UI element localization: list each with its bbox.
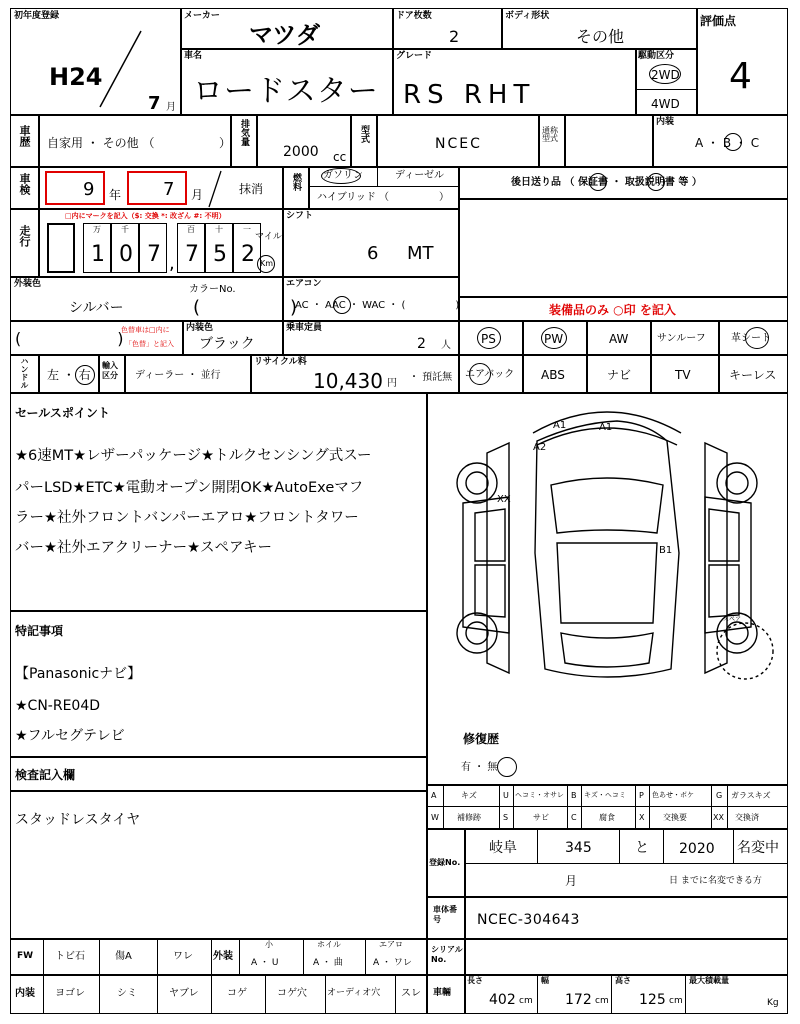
doors-cell bbox=[392, 8, 503, 50]
int-0: ヨゴレ bbox=[55, 988, 85, 999]
wid-label: 幅 bbox=[541, 976, 549, 985]
insp-year-unit: 年 bbox=[109, 188, 122, 202]
reg-label: 初年度登録 bbox=[14, 11, 60, 21]
handle-value: 左 ・ 右 bbox=[47, 368, 91, 382]
recycle-unit: 円 bbox=[387, 378, 397, 389]
mileage-cell bbox=[38, 208, 284, 278]
history-label-cell bbox=[10, 114, 40, 168]
disp-value: 2000 bbox=[283, 144, 319, 160]
sales-line-0: ★6速MT★レザーパッケージ★トルクセンシング式スー bbox=[15, 448, 372, 464]
legend-v8 bbox=[711, 785, 712, 829]
legend bbox=[426, 784, 788, 830]
equip-pw bbox=[522, 320, 588, 356]
mileage-box-5 bbox=[205, 223, 233, 273]
change-note-2: 「色替」と記入 bbox=[125, 340, 174, 348]
insp-month-unit: 月 bbox=[191, 188, 204, 202]
drive-4wd: 4WD bbox=[651, 97, 680, 111]
mileage-box-0 bbox=[47, 223, 75, 273]
equip-tv bbox=[650, 354, 720, 394]
size-v1 bbox=[537, 975, 538, 1013]
wid-unit: cm bbox=[595, 996, 609, 1006]
type-cell bbox=[376, 114, 540, 168]
fuel-cell bbox=[308, 166, 460, 210]
disp-label: 排気量 bbox=[239, 119, 249, 146]
fw-v2 bbox=[99, 939, 100, 975]
notes-line-2: ★フルセグテレビ bbox=[15, 728, 125, 744]
mileage-digit-4: 5 bbox=[213, 242, 227, 267]
interior-value: A ・ B ・ C bbox=[695, 136, 760, 150]
reg-no-v1 bbox=[537, 829, 538, 863]
legend-0: A bbox=[431, 791, 437, 800]
equip-navi-label: ナビ bbox=[607, 368, 632, 382]
type-label: 型式 bbox=[359, 125, 369, 143]
doors-value: 2 bbox=[449, 27, 460, 46]
repair-label: 修復歴 bbox=[463, 732, 500, 746]
fuel-hybrid: ハイブリッド bbox=[317, 192, 376, 203]
int-1: シミ bbox=[117, 988, 137, 999]
sales-line-2: ラー★社外フロントバンパーエアロ★フロントタワー bbox=[15, 510, 359, 526]
fw-row bbox=[10, 938, 428, 976]
color-code-paren: ( ) bbox=[193, 297, 298, 318]
hgt-label: 高さ bbox=[615, 976, 631, 985]
shift-label: シフト bbox=[286, 211, 314, 221]
maker-label: メーカー bbox=[184, 11, 220, 21]
equip-sunroof-label: サンルーフ bbox=[657, 333, 706, 344]
int-6: スレ bbox=[401, 988, 421, 999]
reg-region: 岐阜 bbox=[489, 840, 517, 856]
len-label: 長さ bbox=[467, 976, 483, 985]
int-v5 bbox=[265, 975, 266, 1013]
body-value: その他 bbox=[576, 27, 625, 46]
car-diagram bbox=[427, 393, 787, 693]
vin-value: NCEC-304643 bbox=[477, 912, 580, 928]
recycle-cell bbox=[250, 354, 460, 394]
equip-aw-label: AW bbox=[609, 332, 629, 346]
size-cell bbox=[464, 974, 788, 1014]
repair-none-circle bbox=[497, 757, 517, 777]
drive-divider bbox=[636, 89, 698, 90]
mileage-digit-5: 2 bbox=[241, 242, 255, 267]
reg-slash bbox=[96, 29, 146, 109]
insp-slash bbox=[205, 169, 225, 209]
diagram-cell bbox=[426, 392, 788, 786]
legend-13: サビ bbox=[533, 813, 549, 822]
legend-18: XX bbox=[713, 813, 724, 822]
aircon-label: エアコン bbox=[286, 279, 322, 289]
legend-17: 交換要 bbox=[663, 813, 687, 822]
int-v2 bbox=[99, 975, 100, 1013]
capacity-label: 乗車定員 bbox=[286, 323, 323, 333]
serial-cell bbox=[464, 938, 788, 976]
legend-hline bbox=[427, 806, 787, 807]
int-label: 内装 bbox=[15, 988, 35, 999]
equip-header: 装備品のみ ○印 を記入 bbox=[549, 303, 676, 317]
ext-label: 外装 bbox=[213, 951, 233, 962]
int-color-label: 内装色 bbox=[186, 323, 214, 333]
legend-19: 交換済 bbox=[735, 813, 759, 822]
legend-v2 bbox=[499, 785, 500, 829]
recycle-label: リサイクル料 bbox=[254, 357, 307, 367]
disp-label-cell bbox=[230, 114, 258, 168]
fuel-gas: ガソリン bbox=[323, 170, 363, 181]
equip-sunroof bbox=[650, 320, 720, 356]
legend-v1 bbox=[443, 785, 444, 829]
doors-label: ドア枚数 bbox=[396, 11, 432, 21]
history-text: 自家用 ・ その他 （ bbox=[47, 136, 155, 150]
sales-line-3: バー★社外エアクリーナー★スペアキー bbox=[15, 540, 272, 556]
grade-value: RS RHT bbox=[403, 80, 536, 110]
mileage-unit-5: 一 bbox=[243, 225, 251, 234]
equip-pw-label: PW bbox=[544, 332, 564, 346]
notes-line-1: ★CN-RE04D bbox=[15, 698, 101, 714]
reg-number: 2020 bbox=[679, 841, 715, 857]
equip-leather bbox=[718, 320, 788, 356]
legend-9: ガラスキズ bbox=[731, 791, 771, 800]
handle-label-cell bbox=[10, 354, 40, 394]
mark-a1-2: A1 bbox=[599, 422, 613, 433]
repair-value: 有 ・ 無 bbox=[461, 762, 498, 773]
reg-no-v2 bbox=[619, 829, 620, 863]
legend-v9 bbox=[727, 785, 728, 829]
legend-6: P bbox=[639, 791, 644, 800]
notes-label: 特記事項 bbox=[15, 624, 64, 638]
history-cell bbox=[38, 114, 232, 168]
legend-1: キズ bbox=[461, 791, 477, 800]
mileage-digit-1: 0 bbox=[119, 242, 133, 267]
legend-v5 bbox=[581, 785, 582, 829]
insp-label: 車検 bbox=[18, 173, 31, 195]
int-v1 bbox=[43, 975, 44, 1013]
mileage-unit-3: 百 bbox=[187, 225, 195, 234]
fw-2: ワレ bbox=[173, 951, 193, 962]
mileage-unit-2: 千 bbox=[121, 225, 129, 234]
model-cell bbox=[180, 48, 394, 116]
reg-cell bbox=[10, 8, 182, 116]
import-cell bbox=[124, 354, 252, 394]
mileage-unit-mile: マイル bbox=[255, 232, 282, 242]
int-5: オーディオ穴 bbox=[327, 988, 381, 998]
shift-num: 6 bbox=[367, 243, 379, 264]
reg-no-hline bbox=[465, 863, 787, 864]
equip-tv-label: TV bbox=[675, 368, 691, 382]
documents-text: 後日送り品 （ 保証書 ・ 取扱説明書 等 ） bbox=[511, 177, 702, 188]
small-value: A ・ U bbox=[251, 958, 279, 968]
documents-body-cell bbox=[458, 198, 788, 298]
serial-label: シリアルNo. bbox=[431, 945, 463, 965]
fw-1: 傷A bbox=[115, 951, 132, 962]
notes-line-0: 【Panasonicナビ】 bbox=[15, 666, 142, 682]
vin-label-cell bbox=[426, 896, 466, 940]
mark-b1: B1 bbox=[659, 545, 673, 556]
len-unit: cm bbox=[519, 996, 533, 1006]
mileage-unit-4: 十 bbox=[215, 225, 223, 234]
fw-v3 bbox=[157, 939, 158, 975]
reg-class: 345 bbox=[565, 840, 592, 856]
equip-header-cell bbox=[458, 296, 788, 322]
legend-10: W bbox=[431, 813, 439, 822]
reg-month: 7 bbox=[148, 93, 161, 114]
drive-cell bbox=[635, 48, 698, 116]
fuel-divider-v bbox=[377, 167, 378, 186]
capacity-value: 2 bbox=[417, 336, 426, 352]
aero-label: エアロ bbox=[379, 940, 403, 949]
equip-abs bbox=[522, 354, 588, 394]
reg-kana: と bbox=[635, 840, 649, 856]
body-label: ボディ形状 bbox=[505, 11, 550, 21]
shift-type: MT bbox=[407, 243, 434, 264]
sales-cell bbox=[10, 392, 428, 612]
fuel-diesel: ディーゼル bbox=[395, 170, 444, 181]
legend-5: キズ・ヘコミ bbox=[584, 791, 626, 799]
wid-value: 172 bbox=[565, 992, 592, 1008]
score-label: 評価点 bbox=[700, 14, 737, 28]
import-value: ディーラー ・ 並行 bbox=[135, 370, 221, 381]
mark-xx: XX bbox=[497, 494, 511, 505]
history-close: ） bbox=[219, 136, 232, 150]
small-label: 小 bbox=[265, 940, 273, 949]
type-value: NCEC bbox=[435, 136, 482, 152]
capacity-cell bbox=[282, 320, 460, 356]
equip-airbag-label: エアバック bbox=[465, 369, 515, 380]
mileage-box-4 bbox=[177, 223, 205, 273]
recycle-deposit: ・ 預託無 bbox=[409, 372, 453, 383]
fw-v5 bbox=[239, 939, 240, 975]
legend-4: B bbox=[571, 791, 577, 800]
reg-no-v4 bbox=[733, 829, 734, 863]
fuel-label: 燃料 bbox=[291, 173, 301, 191]
common-type-label-cell bbox=[538, 114, 566, 168]
color-value: シルバー bbox=[69, 300, 124, 316]
mileage-box-2 bbox=[111, 223, 139, 273]
mileage-unit-km: Km bbox=[260, 259, 274, 268]
serial-label-cell bbox=[426, 938, 466, 976]
size-label-cell bbox=[426, 974, 466, 1014]
insp-month: 7 bbox=[163, 179, 175, 200]
mark-a1-1: A1 bbox=[553, 420, 567, 431]
mileage-note: □内にマークを記入（$: 交換 *: 改ざん #: 不明） bbox=[65, 212, 226, 220]
legend-7: 色あせ・ボケ bbox=[652, 791, 694, 799]
wheel-value: A ・ 曲 bbox=[313, 958, 343, 968]
len-value: 402 bbox=[489, 992, 516, 1008]
disp-unit: cc bbox=[333, 150, 347, 164]
aircon-cell bbox=[282, 276, 460, 322]
insp-cell bbox=[38, 166, 284, 210]
equip-keyless-label: キーレス bbox=[729, 368, 777, 382]
interior-cell bbox=[652, 114, 788, 168]
change-note-1: 色替車は□内に bbox=[121, 326, 170, 334]
fw-v4 bbox=[211, 939, 212, 975]
shift-cell bbox=[282, 208, 460, 278]
capacity-unit: 人 bbox=[441, 340, 451, 351]
mileage-label: 走行 bbox=[18, 225, 31, 247]
grade-label: グレード bbox=[396, 51, 433, 61]
insp-label-cell bbox=[10, 166, 40, 210]
handle-label: ハンドル bbox=[20, 357, 29, 389]
equip-abs-label: ABS bbox=[541, 368, 565, 382]
fuel-label-cell bbox=[282, 166, 310, 210]
type-label-cell bbox=[350, 114, 378, 168]
insp-year: 9 bbox=[83, 179, 95, 200]
handle-cell bbox=[38, 354, 100, 394]
maker-value: マツダ bbox=[249, 21, 321, 49]
mileage-box-3 bbox=[139, 223, 167, 273]
recycle-value: 10,430 bbox=[313, 369, 383, 393]
mileage-digits bbox=[47, 223, 255, 274]
fw-v6 bbox=[303, 939, 304, 975]
color-cell bbox=[10, 276, 298, 322]
score-cell bbox=[696, 8, 788, 116]
size-v3 bbox=[685, 975, 686, 1013]
reg-transfer: 名変中 bbox=[737, 840, 779, 856]
mileage-comma: , bbox=[169, 253, 175, 274]
int-2: ヤブレ bbox=[169, 988, 199, 999]
equip-ps-label: PS bbox=[481, 332, 496, 346]
inspector-text: スタッドレスタイヤ bbox=[15, 812, 141, 828]
aircon-value: AC ・ AAC ・ WAC ・ ( ) bbox=[295, 300, 460, 311]
reg-no-cell bbox=[464, 828, 788, 898]
equip-airbag bbox=[458, 354, 524, 394]
fw-0: トビ石 bbox=[55, 951, 85, 962]
mileage-digit-2: 7 bbox=[147, 242, 161, 267]
model-label: 車名 bbox=[184, 51, 203, 61]
history-label: 車歴 bbox=[18, 125, 31, 147]
legend-15: 腐食 bbox=[599, 813, 615, 822]
mark-a2: A2 bbox=[533, 442, 547, 453]
wheel-label: ホイル bbox=[317, 940, 341, 949]
int-color-value: ブラック bbox=[199, 336, 255, 352]
common-type-cell bbox=[564, 114, 654, 168]
spare-label: スペア bbox=[723, 616, 742, 623]
model-value: ロードスター bbox=[193, 74, 379, 109]
inspector-label: 検査記入欄 bbox=[15, 768, 76, 782]
int-v7 bbox=[395, 975, 396, 1013]
int-v6 bbox=[325, 975, 326, 1013]
aero-value: A ・ ワレ bbox=[373, 958, 412, 968]
mileage-unit-1: 万 bbox=[93, 225, 101, 234]
int-color-cell bbox=[182, 320, 284, 356]
paren-cell bbox=[10, 320, 184, 356]
fw-v7 bbox=[365, 939, 366, 975]
drive-2wd: 2WD bbox=[651, 68, 680, 82]
legend-v6 bbox=[635, 785, 636, 829]
inspector-cell bbox=[10, 790, 428, 940]
score-value: 4 bbox=[729, 56, 752, 97]
reg-no-label: 登録No. bbox=[429, 858, 461, 867]
size-label: 車輛 bbox=[433, 988, 452, 998]
legend-2: U bbox=[503, 791, 509, 800]
fw-label: FW bbox=[17, 951, 34, 961]
int-v4 bbox=[211, 975, 212, 1013]
vin-label: 車体番号 bbox=[433, 905, 457, 925]
equip-navi bbox=[586, 354, 652, 394]
paren-value: ( ) bbox=[15, 329, 124, 348]
legend-v7 bbox=[649, 785, 650, 829]
color-code-label: カラーNo. bbox=[189, 284, 236, 295]
legend-v4 bbox=[567, 785, 568, 829]
legend-3: ヘコミ・オサレ bbox=[515, 791, 564, 799]
legend-12: S bbox=[503, 813, 509, 822]
fw-v1 bbox=[43, 939, 44, 975]
fuel-hybrid-paren: （ ） bbox=[379, 192, 449, 203]
inspector-label-cell bbox=[10, 756, 428, 792]
int-row bbox=[10, 974, 428, 1014]
legend-16: X bbox=[639, 813, 645, 822]
disp-cell bbox=[256, 114, 352, 168]
legend-14: C bbox=[571, 813, 577, 822]
mileage-digit-0: 1 bbox=[91, 242, 105, 267]
body-cell bbox=[501, 8, 698, 50]
mileage-label-cell bbox=[10, 208, 40, 278]
int-v3 bbox=[157, 975, 158, 1013]
insp-year-box bbox=[45, 171, 105, 205]
maker-cell bbox=[180, 8, 394, 50]
notes-cell bbox=[10, 610, 428, 758]
equip-leather-label: 革シート bbox=[731, 333, 771, 344]
sales-label: セールスポイント bbox=[15, 406, 110, 420]
equip-aw bbox=[586, 320, 652, 356]
reg-no-v3 bbox=[663, 829, 664, 863]
mileage-box-1 bbox=[83, 223, 111, 273]
load-label: 最大積載量 bbox=[689, 976, 729, 985]
documents-cell bbox=[458, 166, 788, 200]
legend-v3 bbox=[513, 785, 514, 829]
load-unit: Kg bbox=[767, 998, 779, 1008]
size-v2 bbox=[611, 975, 612, 1013]
vin-cell bbox=[464, 896, 788, 940]
reg-month-field: 月 bbox=[565, 874, 578, 888]
legend-11: 補修跡 bbox=[457, 813, 481, 822]
int-4: コゲ穴 bbox=[277, 988, 307, 999]
color-label: 外装色 bbox=[14, 279, 42, 289]
equip-ps bbox=[458, 320, 524, 356]
grade-cell bbox=[392, 48, 637, 116]
reg-no-label-cell bbox=[426, 828, 466, 898]
insp-cancel: 抹消 bbox=[239, 182, 264, 196]
reg-day-note: 日 までに名変できる方 bbox=[669, 876, 762, 886]
hgt-unit: cm bbox=[669, 996, 683, 1006]
fuel-divider-h bbox=[309, 186, 459, 187]
insp-month-box bbox=[127, 171, 187, 205]
common-type-label: 通称型式 bbox=[542, 126, 558, 143]
sales-line-1: パーLSD★ETC★電動オープン開閉OK★AutoExeマフ bbox=[15, 480, 364, 496]
equip-keyless bbox=[718, 354, 788, 394]
int-3: コゲ bbox=[227, 988, 247, 999]
mileage-digit-3: 7 bbox=[185, 242, 199, 267]
hgt-value: 125 bbox=[639, 992, 666, 1008]
drive-label: 駆動区分 bbox=[638, 51, 675, 61]
import-label-cell bbox=[98, 354, 126, 394]
legend-8: G bbox=[716, 791, 723, 800]
reg-year: H24 bbox=[49, 63, 103, 91]
reg-month-unit: 月 bbox=[166, 102, 176, 113]
interior-label: 内装 bbox=[656, 117, 675, 127]
import-label: 輸入区分 bbox=[102, 361, 118, 380]
